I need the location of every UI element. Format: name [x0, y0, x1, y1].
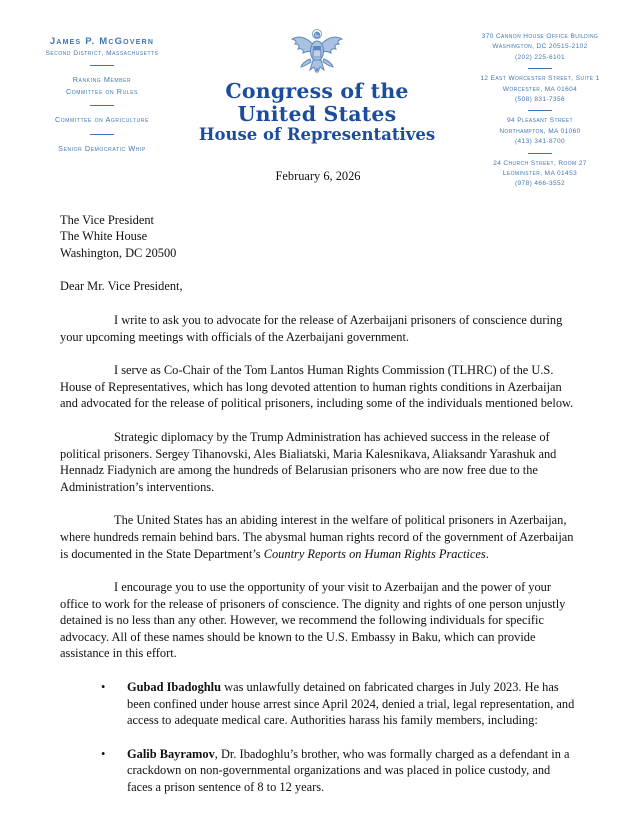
- paragraph-4-text: The United States has an abiding interest in the welfare of political prisoners in Azerbaijan, where hundreds remain behind bars. The abysmal human rights record of the government of Azerbaijan is documented in the State Department’s: [60, 513, 574, 561]
- divider: [528, 68, 552, 69]
- member-role: [20, 143, 184, 155]
- prisoner-list: [60, 679, 576, 796]
- role-line: Senior Democratic Whip: [58, 143, 146, 153]
- report-title-italic: Country Reports on Human Rights Practices: [263, 546, 486, 561]
- office-line: Worcester, MA 01604: [502, 85, 578, 93]
- paragraph-2: I serve as Co-Chair of the Tom Lantos Human Rights Commission (TLHRC) of the U.S. House of Representatives, which has long devoted attention to human rights conditions in Azerbaijan and advocated for the release of political prisoners, including some of the individuals mentioned below.: [60, 363, 574, 411]
- recipient-line: Washington, DC 20500: [60, 245, 177, 260]
- paragraph-4: [60, 512, 576, 562]
- office-line: 94 Pleasant Street: [507, 117, 573, 125]
- paragraph-3: Strategic diplomacy by the Trump Administration has achieved success in the release of political prisoners. Sergey Tihanovski, Ales Bialiatski, Maria Kalesnikava, Aliaksandr Yarashuk and Hennadz Fiadynich are among the hundreds of Belarusian prisoners who are now free due to the Administration’s interventions.: [60, 429, 557, 494]
- prisoner-detail: , Dr. Ibadoghlu’s brother, who was formally charged as a defendant in a crackdown on non-governmental organizations and was placed in police custody, and faces a prison sentence of 8 to 12 years.: [127, 746, 570, 795]
- house-seal-eagle-icon: [286, 28, 348, 78]
- office-line: (413) 341-8700: [514, 138, 566, 146]
- letter-date: February 6, 2026: [275, 169, 361, 183]
- office-line: Washington, DC 20515-2102: [492, 43, 588, 51]
- role-line: Committee on Rules: [65, 86, 139, 96]
- divider: [90, 105, 114, 106]
- office-line: Northampton, MA 01060: [499, 127, 581, 135]
- bullet-text: [127, 746, 576, 796]
- office-line: 370 Cannon House Office Building: [481, 33, 599, 40]
- member-district: Second District, Massachusetts: [45, 50, 159, 57]
- member-role: [20, 114, 184, 126]
- office-addresses: [454, 32, 626, 190]
- divider: [90, 65, 114, 66]
- office-line: Leominster, MA 01453: [502, 169, 578, 177]
- office-block: [454, 32, 626, 63]
- office-line: 12 East Worcester Street, Suite 1: [480, 75, 600, 83]
- member-role: [20, 74, 184, 97]
- bullet-icon: •: [101, 746, 106, 761]
- role-line: Committee on Agriculture: [55, 115, 149, 125]
- prisoner-name: Gubad Ibadoghlu: [127, 680, 222, 695]
- salutation: Dear Mr. Vice President,: [60, 279, 183, 294]
- bullet-text: [127, 679, 576, 729]
- office-block: [454, 116, 626, 147]
- prisoner-name: Galib Bayramov: [127, 746, 215, 761]
- divider: [90, 134, 114, 135]
- divider: [528, 153, 552, 154]
- divider: [528, 110, 552, 111]
- paragraph-4-period: .: [485, 546, 489, 561]
- member-name: James P. McGovern: [49, 36, 155, 47]
- recipient-address: [60, 212, 576, 262]
- member-info: [20, 36, 184, 154]
- bullet-icon: •: [101, 680, 106, 695]
- recipient-line: The White House: [60, 229, 148, 244]
- list-item: [101, 746, 576, 796]
- list-item: [101, 679, 576, 729]
- paragraph-5: I encourage you to use the opportunity of your visit to Azerbaijan and the power of your office to work for the release of prisoners of conscience. The dignity and rights of one person unjustly detained is no less than any other. However, we recommend the following individuals for specific advocacy. All of these names should be known to the U.S. Embassy in Baku, which can provide assistance in this effort.: [60, 580, 566, 661]
- recipient-line: The Vice President: [60, 212, 154, 227]
- role-line: Ranking Member: [72, 75, 132, 84]
- letterhead-center: [187, 28, 447, 146]
- office-line: (978) 466-3552: [514, 180, 566, 188]
- office-line: (508) 831-7356: [514, 95, 566, 103]
- office-line: 24 Church Street, Room 27: [493, 159, 587, 167]
- office-block: [454, 159, 626, 190]
- office-line: (202) 225-6101: [514, 53, 566, 61]
- prisoner-detail: was unlawfully detained on fabricated charges in July 2023. He has been confined under house arrest since April 2024, denied a trial, legal representation, and access to adequate medical care. Authorities harass his family members, including:: [127, 680, 575, 728]
- congress-title: Congress of the United States: [225, 79, 409, 126]
- office-block: [454, 74, 626, 105]
- letter-body: [0, 168, 634, 796]
- house-subtitle: House of Representatives: [198, 125, 436, 145]
- paragraph-1: I write to ask you to advocate for the release of Azerbaijani prisoners of conscience during your upcoming meetings with officials of the Azerbaijani government.: [60, 312, 563, 344]
